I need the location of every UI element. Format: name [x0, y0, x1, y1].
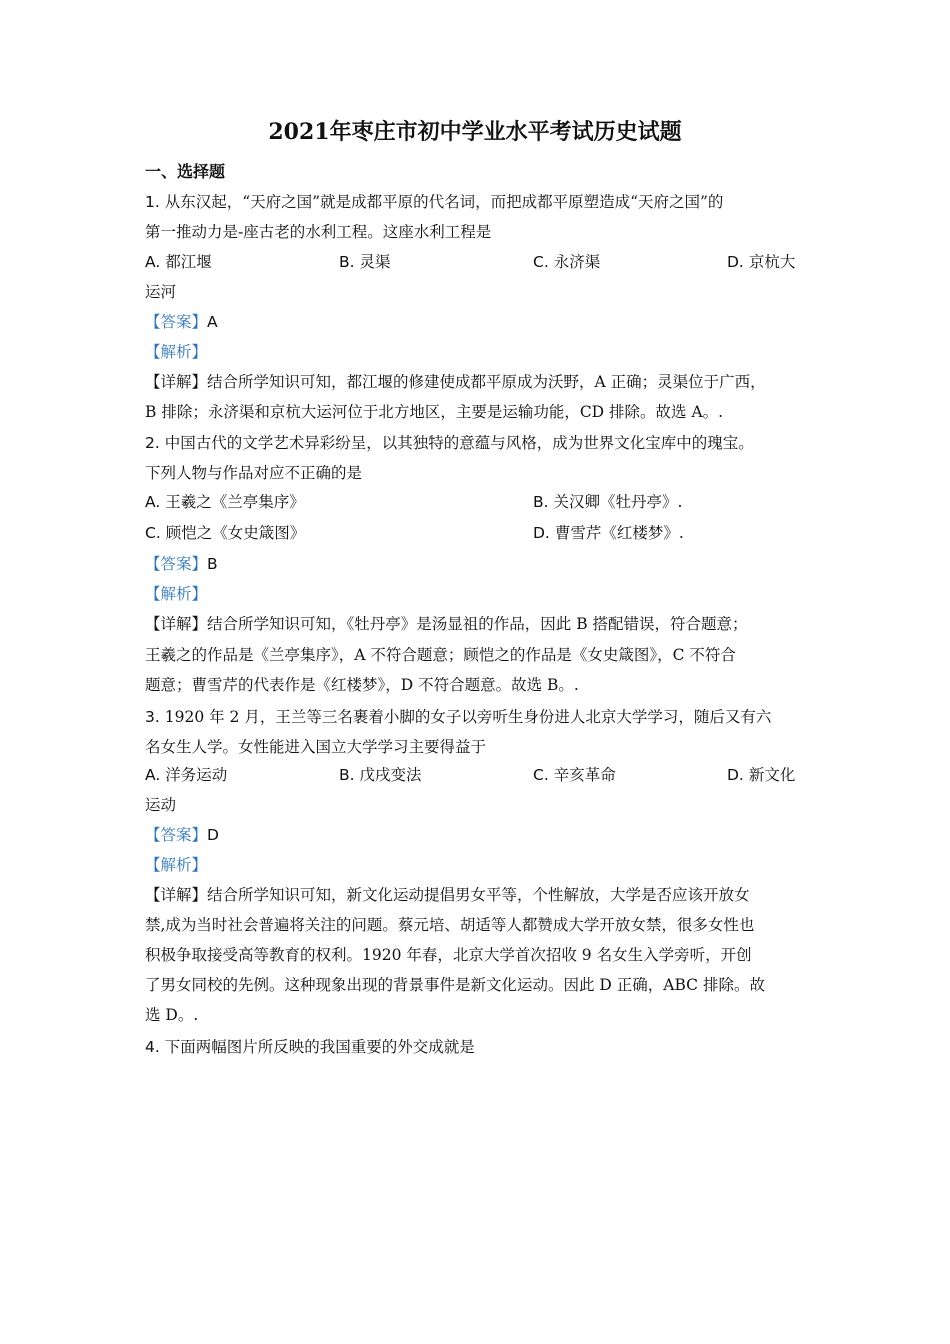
q1-number: 1. [145, 193, 160, 211]
q1-option-a: A. 都江堰 [145, 253, 212, 271]
q1-detail-line-1: 【详解】结合所学知识可知，都江堰的修建使成都平原成为沃野，A 正确；灵渠位于广西， [145, 373, 766, 391]
q3-detail-line-3: 积极争取接受高等教育的权利。1920 年春，北京大学首次招收 9 名女生入学旁听，开创 [145, 946, 752, 964]
q3-option-d-wrap: 运动 [145, 796, 177, 814]
q4-number: 4. [145, 1038, 160, 1056]
q1-stem-line-1: 1. 从东汉起，“天府之国”就是成都平原的代名词，而把成都平原塑造成“天府之国”的 [145, 193, 724, 211]
q1-option-d-wrap: 运河 [145, 283, 177, 301]
q1-option-c: C. 永济渠 [533, 253, 601, 271]
q3-detail-line-1: 【详解】结合所学知识可知，新文化运动提倡男女平等，个性解放，大学是否应该开放女 [145, 886, 750, 904]
q2-detail-line-3: 题意；曹雪芹的代表作是《红楼梦》，D 不符合题意。故选 B。. [145, 676, 579, 694]
q3-stem-line-2: 名女生人学。女性能进入国立大学学习主要得益于 [145, 738, 487, 756]
q3-detail-line-2: 禁,成为当时社会普遍将关注的问题。蔡元培、胡适等人都赞成大学开放女禁，很多女性也 [145, 916, 755, 934]
page-title: 2021年枣庄市初中学业水平考试历史试题 [268, 119, 682, 145]
q3-analysis: 【解析】 [145, 856, 208, 874]
q2-answer: 【答案】B [145, 555, 218, 573]
q2-detail-line-2: 王羲之的作品是《兰亭集序》，A 不符合题意；顾恺之的作品是《女史箴图》，C 不符合 [145, 646, 736, 664]
q2-analysis: 【解析】 [145, 585, 208, 603]
q2-stem-line-2: 下列人物与作品对应不正确的是 [145, 464, 363, 482]
q2-detail-line-1: 【详解】结合所学知识可知，《牡丹亭》是汤显祖的作品，因此 B 搭配错误，符合题意； [145, 615, 748, 633]
q1-answer: 【答案】A [145, 313, 218, 331]
q1-stem-line-2: 第一推动力是-座古老的水利工程。这座水利工程是 [145, 223, 492, 241]
q3-option-d: D. 新文化 [727, 766, 796, 784]
q2-number: 2. [145, 434, 160, 452]
q1-option-b: B. 灵渠 [339, 253, 391, 271]
q2-option-b: B. 关汉卿《牡丹亭》. [533, 493, 683, 511]
q3-option-a: A. 洋务运动 [145, 766, 228, 784]
q3-detail-line-4: 了男女同校的先例。这种现象出现的背景事件是新文化运动。因此 D 正确，ABC 排除。故 [145, 976, 765, 994]
q3-stem-line-1: 3. 1920 年 2 月，王兰等三名裹着小脚的女子以旁听生身份进人北京大学学习，随后又有六 [145, 708, 772, 726]
q3-answer: 【答案】D [145, 826, 219, 844]
q2-option-c: C. 顾恺之《女史箴图》 [145, 524, 306, 542]
q3-number: 3. [145, 708, 160, 726]
q2-option-a: A. 王羲之《兰亭集序》 [145, 493, 305, 511]
q2-stem-line-1: 2. 中国古代的文学艺术异彩纷呈，以其独特的意蕴与风格，成为世界文化宝库中的瑰宝。 [145, 434, 754, 452]
q3-option-b: B. 戊戌变法 [339, 766, 422, 784]
q3-option-c: C. 辛亥革命 [533, 766, 616, 784]
q1-analysis: 【解析】 [145, 343, 208, 361]
q2-option-d: D. 曹雪芹《红楼梦》. [533, 524, 684, 542]
q1-detail-line-2: B 排除；永济渠和京杭大运河位于北方地区，主要是运输功能，CD 排除。故选 A。. [145, 403, 724, 421]
section-heading: 一、选择题 [145, 162, 226, 181]
q1-option-d: D. 京杭大 [727, 253, 796, 271]
q3-detail-line-5: 选 D。. [145, 1006, 199, 1024]
q4-stem-line-1: 4. 下面两幅图片所反映的我国重要的外交成就是 [145, 1038, 475, 1056]
